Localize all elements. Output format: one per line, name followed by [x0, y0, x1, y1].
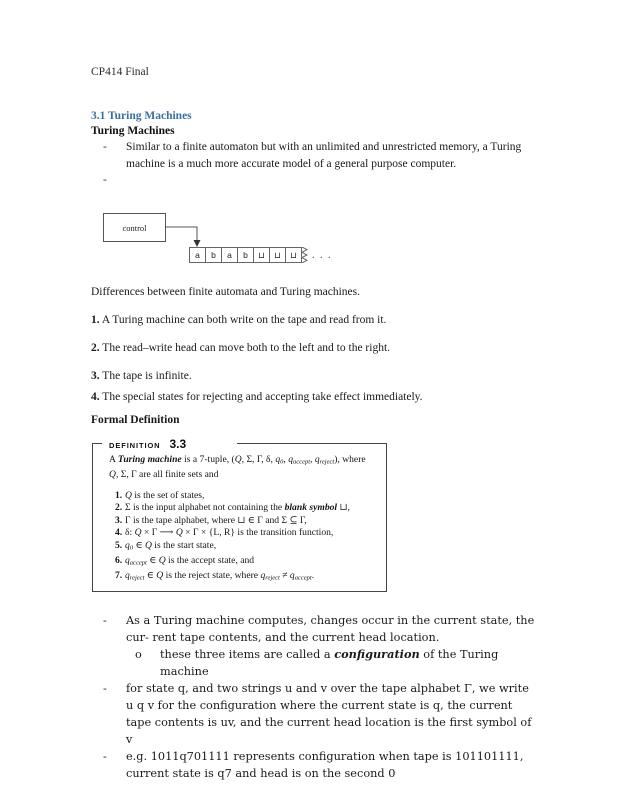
definition-item-number: 3. [115, 514, 123, 526]
definition-box-border-bottom [92, 591, 387, 592]
bottom-bullet-list [103, 612, 535, 782]
definition-item-number: 2. [115, 502, 123, 514]
definition-box-border-top-left [92, 443, 102, 444]
list-item [103, 172, 533, 189]
definition-term: Turing machine [117, 454, 182, 465]
definition-item [109, 502, 371, 515]
tape-cell: ⊔ [269, 247, 286, 263]
difference-text: The tape is infinite. [102, 370, 192, 382]
section-heading: 3.1 Turing Machines [91, 110, 192, 122]
difference-item-1 [91, 314, 541, 326]
top-bullet-text-1: Similar to a finite automaton but with an unlimited and unrestricted memory, a Turing machine is a much more accurate model of a general purpose computer. [126, 141, 522, 170]
definition-body [109, 454, 371, 586]
document-header: CP414 Final [91, 66, 149, 78]
definition-item-list [109, 490, 371, 586]
tape-cell: a [189, 247, 206, 263]
dash-bullet-icon: - [103, 174, 107, 186]
definition-title [109, 437, 192, 451]
dash-bullet-icon: - [103, 682, 107, 695]
differences-intro: Differences between finite automata and Turing machines. [91, 286, 360, 298]
definition-item-text: Γ is the tape alphabet, where ⊔ ∈ Γ and Σ ⊆ Γ, [125, 514, 307, 526]
list-item [103, 612, 535, 646]
definition-item-number: 6. [115, 555, 123, 567]
definition-item [109, 555, 371, 570]
definition-box-border-left [92, 443, 93, 592]
definition-item-text: $q_{accept}$ ∈ Q is the accept state, and [125, 555, 255, 567]
definition-label: DEFINITION [109, 441, 161, 450]
definition-intro-tuple: is a 7-tuple, (Q, Σ, Γ, δ, $q_0$, $q_{accept}$, $q_{reject}$), where [181, 454, 366, 466]
definition-number: 3.3 [169, 437, 187, 451]
difference-number: 4. [91, 391, 100, 403]
list-item [103, 748, 535, 782]
tape-cell: b [237, 247, 254, 263]
list-item [103, 139, 533, 172]
difference-text: The read–write head can move both to the left and to the right. [102, 342, 391, 354]
definition-item-text: δ: Q × Γ ⟶ Q × Γ × {L, R} is the transition function, [125, 527, 334, 539]
definition-item [109, 540, 371, 555]
top-bullet-text-2 [126, 172, 533, 189]
tape-ellipsis: . . . [312, 249, 332, 261]
control-box-label: control [122, 222, 147, 233]
definition-item-text: $q_{reject}$ ∈ Q is the reject state, where $q_{reject} \ne q_{accept}$. [125, 570, 315, 583]
tape-cell: ⊔ [285, 247, 302, 263]
dash-bullet-icon: - [103, 614, 107, 627]
configuration-term: configuration [334, 647, 420, 661]
page-subheading: Turing Machines [91, 125, 175, 137]
definition-item [109, 515, 371, 528]
list-item [103, 680, 535, 748]
definition-item-number: 4. [115, 527, 123, 539]
turing-machine-diagram [96, 205, 396, 270]
definition-intro-prefix: A [109, 454, 118, 465]
tape-cell: b [205, 247, 222, 263]
definition-box-border-right [386, 443, 387, 592]
bottom-bullet-text-4: e.g. 1011q701111 represents configuration when tape is 101101111, current state is q7 and head is on the second 0 [126, 750, 524, 780]
tape-cell: a [221, 247, 238, 263]
circle-bullet-icon: o [135, 648, 142, 661]
definition-item-number: 7. [115, 570, 123, 582]
tape-cell: ⊔ [253, 247, 270, 263]
difference-number: 1. [91, 314, 100, 326]
difference-item-2 [91, 342, 541, 354]
definition-item [109, 490, 371, 503]
difference-number: 3. [91, 370, 100, 382]
definition-box [92, 437, 387, 592]
definition-item [109, 527, 371, 540]
list-item [103, 646, 535, 680]
difference-item-3 [91, 370, 541, 382]
definition-intro-line2: Q, Σ, Γ are all finite sets and [109, 468, 219, 480]
formal-definition-heading: Formal Definition [91, 414, 180, 426]
tape [189, 247, 332, 263]
bottom-bullet-text-1: As a Turing machine computes, changes occur in the current state, the cur- rent tape contents, and the current head location. [126, 614, 535, 644]
difference-number: 2. [91, 342, 100, 354]
definition-box-border-top-right [237, 443, 387, 444]
dash-bullet-icon: - [103, 750, 107, 763]
bottom-bullet-text-2: these three items are called a configuration of the Turing machine [160, 647, 499, 678]
tape-torn-edge-icon [301, 247, 310, 263]
definition-item-number: 1. [115, 489, 123, 501]
definition-item-text: Q is the set of states, [125, 489, 205, 501]
definition-item-text: Σ is the input alphabet not containing the blank symbol ⊔, [125, 502, 350, 514]
difference-text: A Turing machine can both write on the tape and read from it. [101, 314, 387, 326]
definition-item [109, 570, 371, 585]
difference-item-4 [91, 391, 541, 403]
difference-text: The special states for rejecting and accepting take effect immediately. [102, 391, 423, 403]
dash-bullet-icon: - [103, 141, 107, 153]
definition-item-text: $q_0$ ∈ Q is the start state, [125, 540, 217, 552]
bottom-bullet-text-3: for state q, and two strings u and v over the tape alphabet Γ, we write u q v for the configuration where the current state is q, the current tape contents is uv, and the current head location is the first symbol of v [126, 682, 532, 746]
top-bullet-list [103, 139, 533, 189]
definition-item-number: 5. [115, 540, 123, 551]
